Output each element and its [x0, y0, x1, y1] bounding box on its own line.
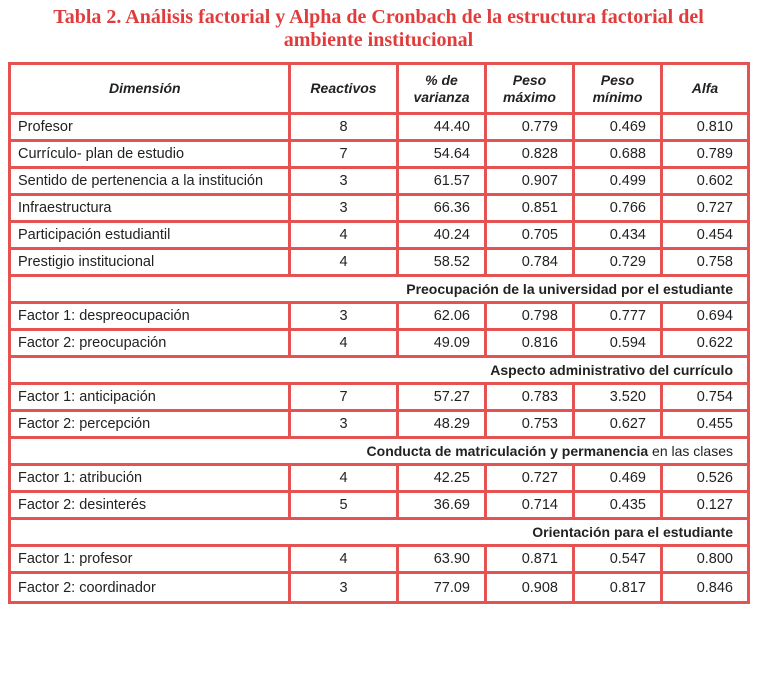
header-dimension-text: Dimensión [109, 80, 181, 96]
varianza-cell: 57.27 [399, 385, 487, 412]
section-row [11, 358, 747, 385]
varianza-cell: 58.52 [399, 250, 487, 277]
peso-maximo-cell: 0.798 [487, 304, 575, 331]
peso-minimo-cell: 0.688 [575, 142, 663, 169]
peso-maximo-cell: 0.784 [487, 250, 575, 277]
alfa-cell: 0.454 [663, 223, 747, 250]
peso-minimo-cell: 0.594 [575, 331, 663, 358]
varianza-cell: 40.24 [399, 223, 487, 250]
peso-maximo-cell: 0.714 [487, 493, 575, 520]
varianza-cell: 62.06 [399, 304, 487, 331]
header-peso-maximo-text: máximo [503, 88, 556, 105]
dimension-cell: Factor 1: atribución [11, 466, 291, 493]
dimension-cell: Factor 2: coordinador [11, 574, 291, 601]
reactivos-cell: 4 [291, 466, 399, 493]
table-row [11, 250, 747, 277]
alfa-cell: 0.800 [663, 547, 747, 574]
alfa-cell: 0.727 [663, 196, 747, 223]
varianza-cell: 61.57 [399, 169, 487, 196]
varianza-cell: 63.90 [399, 547, 487, 574]
alfa-cell: 0.754 [663, 385, 747, 412]
reactivos-cell: 8 [291, 115, 399, 142]
reactivos-cell: 7 [291, 385, 399, 412]
dimension-cell: Factor 1: profesor [11, 547, 291, 574]
dimension-cell: Participación estudiantil [11, 223, 291, 250]
varianza-cell: 49.09 [399, 331, 487, 358]
table-row [11, 466, 747, 493]
reactivos-cell: 7 [291, 142, 399, 169]
peso-minimo-cell: 0.766 [575, 196, 663, 223]
header-peso-minimo-text: Peso [600, 71, 635, 88]
reactivos-cell: 3 [291, 412, 399, 439]
header-alfa-text: Alfa [691, 80, 719, 96]
section-heading-bold: Conducta de matriculación y permanencia [366, 443, 649, 459]
section-heading-bold: Aspecto administrativo del currículo [490, 362, 733, 378]
peso-minimo-cell: 0.817 [575, 574, 663, 601]
alfa-cell: 0.127 [663, 493, 747, 520]
section-heading [11, 277, 747, 304]
table-body [11, 115, 747, 601]
peso-maximo-cell: 0.871 [487, 547, 575, 574]
peso-maximo-cell: 0.828 [487, 142, 575, 169]
table-row [11, 115, 747, 142]
peso-minimo-cell: 0.435 [575, 493, 663, 520]
table-row [11, 331, 747, 358]
dimension-cell: Infraestructura [11, 196, 291, 223]
peso-minimo-cell: 0.499 [575, 169, 663, 196]
peso-maximo-cell: 0.816 [487, 331, 575, 358]
dimension-cell: Factor 1: despreocupación [11, 304, 291, 331]
reactivos-cell: 5 [291, 493, 399, 520]
header-varianza-text: varianza [413, 88, 470, 105]
table-row [11, 169, 747, 196]
section-row [11, 520, 747, 547]
varianza-cell: 54.64 [399, 142, 487, 169]
dimension-cell: Factor 1: anticipación [11, 385, 291, 412]
table-row [11, 223, 747, 250]
section-heading [11, 520, 747, 547]
varianza-cell: 48.29 [399, 412, 487, 439]
reactivos-cell: 4 [291, 250, 399, 277]
peso-maximo-cell: 0.783 [487, 385, 575, 412]
section-heading-bold: Orientación para el estudiante [532, 524, 733, 540]
peso-minimo-cell: 3.520 [575, 385, 663, 412]
table-row [11, 412, 747, 439]
section-row [11, 439, 747, 466]
table-row [11, 547, 747, 574]
dimension-cell: Profesor [11, 115, 291, 142]
alfa-cell: 0.455 [663, 412, 747, 439]
header-peso-maximo-text: Peso [512, 71, 547, 88]
reactivos-cell: 4 [291, 223, 399, 250]
varianza-cell: 66.36 [399, 196, 487, 223]
factor-analysis-table [8, 62, 750, 604]
header-dimension [11, 65, 291, 115]
dimension-cell: Factor 2: preocupación [11, 331, 291, 358]
header-varianza-text: % de [425, 71, 458, 88]
alfa-cell: 0.694 [663, 304, 747, 331]
peso-minimo-cell: 0.547 [575, 547, 663, 574]
table-row [11, 196, 747, 223]
varianza-cell: 77.09 [399, 574, 487, 601]
peso-maximo-cell: 0.851 [487, 196, 575, 223]
peso-maximo-cell: 0.753 [487, 412, 575, 439]
table-title-line-1: Tabla 2. Análisis factorial y Alpha de Cronbach de la estructura factorial del [53, 6, 704, 28]
reactivos-cell: 3 [291, 304, 399, 331]
alfa-cell: 0.810 [663, 115, 747, 142]
header-peso-minimo-text: mínimo [592, 88, 643, 105]
varianza-cell: 44.40 [399, 115, 487, 142]
table-title-line-2: ambiente institucional [283, 29, 474, 51]
table-title [0, 6, 757, 52]
reactivos-cell: 4 [291, 547, 399, 574]
table-row [11, 493, 747, 520]
reactivos-cell: 3 [291, 196, 399, 223]
peso-minimo-cell: 0.627 [575, 412, 663, 439]
table-row [11, 385, 747, 412]
header-reactivos-text: Reactivos [310, 80, 377, 96]
section-row [11, 277, 747, 304]
alfa-cell: 0.622 [663, 331, 747, 358]
reactivos-cell: 3 [291, 574, 399, 601]
alfa-cell: 0.846 [696, 579, 733, 596]
section-heading [11, 439, 747, 466]
alfa-cell: 0.758 [663, 250, 747, 277]
peso-maximo-cell: 0.727 [487, 466, 575, 493]
dimension-cell: Prestigio institucional [11, 250, 291, 277]
varianza-cell: 42.25 [399, 466, 487, 493]
peso-maximo-cell: 0.907 [487, 169, 575, 196]
dimension-cell: Currículo- plan de estudio [11, 142, 291, 169]
reactivos-cell: 3 [291, 169, 399, 196]
peso-maximo-cell: 0.705 [487, 223, 575, 250]
peso-minimo-cell: 0.729 [575, 250, 663, 277]
table-row [11, 142, 747, 169]
varianza-cell: 36.69 [399, 493, 487, 520]
table-row [11, 304, 747, 331]
header-varianza [399, 65, 487, 115]
peso-maximo-cell: 0.779 [487, 115, 575, 142]
alfa-cell: 0.602 [663, 169, 747, 196]
table-row [11, 574, 747, 601]
section-heading-bold: Preocupación de la universidad por el estudiante [406, 281, 733, 297]
section-heading [11, 358, 747, 385]
dimension-cell: Sentido de pertenencia a la institución [11, 169, 291, 196]
peso-minimo-cell: 0.434 [575, 223, 663, 250]
header-row [11, 65, 747, 115]
alfa-cell: 0.789 [663, 142, 747, 169]
reactivos-cell: 4 [291, 331, 399, 358]
table-container [8, 62, 750, 604]
header-alfa [663, 65, 747, 115]
header-reactivos [291, 65, 399, 115]
dimension-cell: Factor 2: percepción [11, 412, 291, 439]
section-heading-normal: en las clases [648, 443, 733, 459]
alfa-cell: 0.526 [663, 466, 747, 493]
header-peso-maximo [487, 65, 575, 115]
peso-minimo-cell: 0.777 [575, 304, 663, 331]
header-peso-minimo [575, 65, 663, 115]
dimension-cell: Factor 2: desinterés [11, 493, 291, 520]
peso-minimo-cell: 0.469 [575, 115, 663, 142]
peso-minimo-cell: 0.469 [575, 466, 663, 493]
peso-maximo-cell: 0.908 [487, 574, 575, 601]
